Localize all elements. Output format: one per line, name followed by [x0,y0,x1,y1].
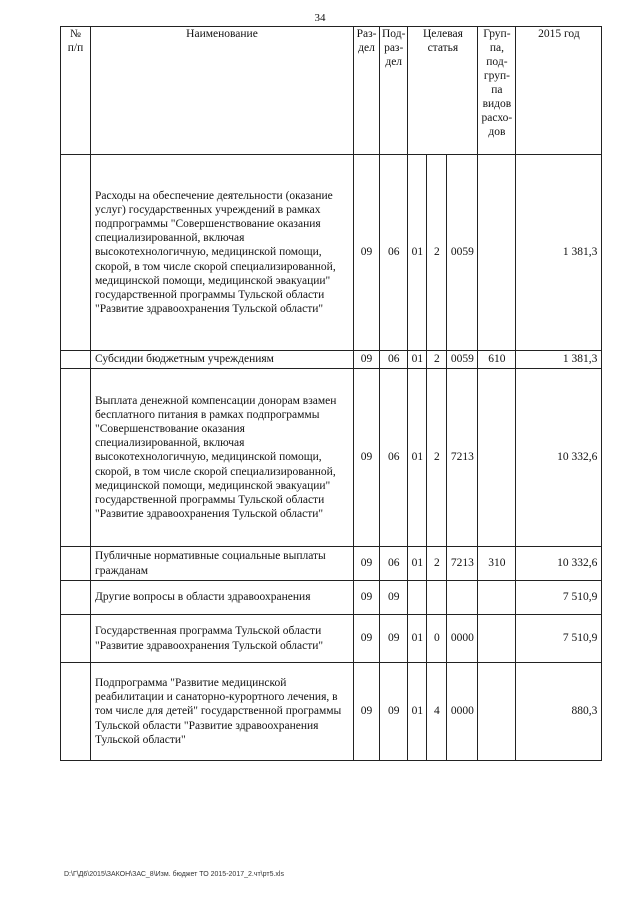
row-num [61,351,91,369]
header-num: № п/п [61,27,91,155]
row-podrazdel: 09 [380,615,408,663]
row-target-2: 4 [427,663,447,761]
header-name: Наименование [91,27,354,155]
row-target-2: 2 [427,547,447,581]
row-target-1: 01 [408,155,427,351]
row-podrazdel: 06 [380,155,408,351]
row-target-3 [447,581,478,615]
row-razdel: 09 [354,155,380,351]
table-row [61,369,602,547]
row-num [61,615,91,663]
row-target-2: 2 [427,369,447,547]
table-header-row [61,27,602,155]
header-year: 2015 год [516,27,602,155]
header-razdel: Раз- дел [354,27,380,155]
row-group: 610 [478,351,516,369]
row-name: Другие вопросы в области здравоохранения [91,581,354,615]
page-number: 34 [314,12,326,24]
row-target-1: 01 [408,663,427,761]
row-razdel: 09 [354,615,380,663]
row-amount: 1 381,3 [516,155,602,351]
row-num [61,663,91,761]
table-row [61,351,602,369]
row-target-1: 01 [408,369,427,547]
row-amount: 1 381,3 [516,351,602,369]
row-name: Выплата денежной компенсации донорам взамен бесплатного питания в рамках подпрограммы "Совершенствование оказания специализированной, включая высокотехнологичную, медицинской помощи, скорой, в том числе скорой специализированной, медицинской помощи, медицинской эвакуации" государственной программы Тульской области "Развитие здравоохранения Тульской области" [91,369,354,547]
row-amount: 10 332,6 [516,547,602,581]
row-num [61,581,91,615]
row-target-2: 2 [427,155,447,351]
row-amount: 7 510,9 [516,581,602,615]
header-group: Груп- па, под- груп- па видов расхо- дов [478,27,516,155]
table-row [61,615,602,663]
row-target-1: 01 [408,351,427,369]
row-target-3: 7213 [447,547,478,581]
row-razdel: 09 [354,663,380,761]
row-group [478,663,516,761]
row-num [61,369,91,547]
table-row [61,547,602,581]
row-amount: 7 510,9 [516,615,602,663]
row-group: 310 [478,547,516,581]
row-amount: 880,3 [516,663,602,761]
table-row [61,663,602,761]
row-target-3: 0059 [447,351,478,369]
row-target-2: 0 [427,615,447,663]
row-name: Субсидии бюджетным учреждениям [91,351,354,369]
row-razdel: 09 [354,581,380,615]
row-group [478,369,516,547]
footer-file-path: D:\Г\Д6\2015\ЗАКОН\ЗАС_8\Изм. бюджет ТО 2015-2017_2.чт\рт5.xls [64,871,284,878]
row-target-3: 7213 [447,369,478,547]
row-razdel: 09 [354,351,380,369]
row-target-1: 01 [408,547,427,581]
row-target-2 [427,581,447,615]
row-target-2: 2 [427,351,447,369]
row-group [478,155,516,351]
header-target: Целевая статья [408,27,478,155]
row-podrazdel: 09 [380,663,408,761]
row-name: Подпрограмма "Развитие медицинской реабилитации и санаторно-курортного лечения, в том числе для детей" государственной программы Тульской области "Развитие здравоохранения Тульской области" [91,663,354,761]
row-target-1 [408,581,427,615]
row-num [61,547,91,581]
row-num [61,155,91,351]
table-row [61,581,602,615]
row-name: Государственная программа Тульской области "Развитие здравоохранения Тульской области" [91,615,354,663]
row-target-3: 0000 [447,615,478,663]
row-target-1: 01 [408,615,427,663]
row-razdel: 09 [354,369,380,547]
row-podrazdel: 06 [380,547,408,581]
row-target-3: 0000 [447,663,478,761]
budget-table [60,26,602,761]
row-group [478,581,516,615]
row-razdel: 09 [354,547,380,581]
row-amount: 10 332,6 [516,369,602,547]
row-target-3: 0059 [447,155,478,351]
row-group [478,615,516,663]
header-podrazdel: Под- раз- дел [380,27,408,155]
row-podrazdel: 09 [380,581,408,615]
table-row [61,155,602,351]
row-podrazdel: 06 [380,351,408,369]
row-name: Расходы на обеспечение деятельности (оказание услуг) государственных учреждений в рамках подпрограммы "Совершенствование оказания специализированной, включая высокотехнологичную, медицинской помощи, скорой, в том числе скорой специализированной, медицинской помощи, медицинской эвакуации" государственной программы Тульской области "Развитие здравоохранения Тульской области" [91,155,354,351]
row-podrazdel: 06 [380,369,408,547]
row-name: Публичные нормативные социальные выплаты гражданам [91,547,354,581]
